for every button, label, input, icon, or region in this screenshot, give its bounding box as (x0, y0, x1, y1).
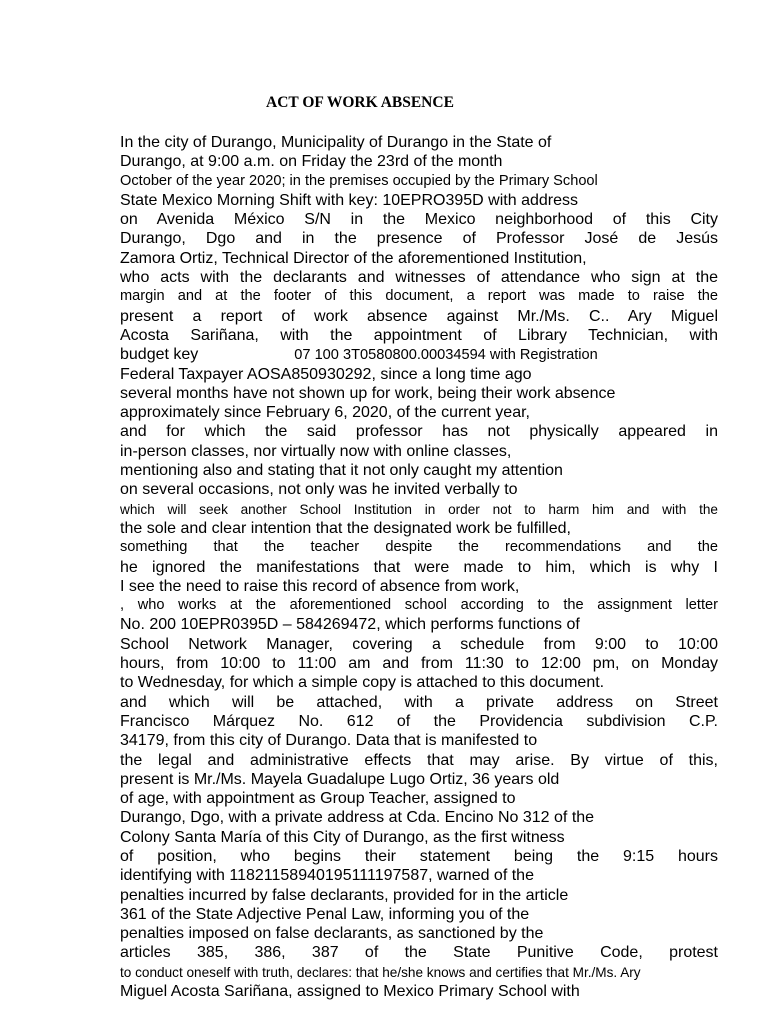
body-line: mentioning also and stating that it not only caught my attention (120, 462, 563, 480)
body-line: Durango, Dgo and in the presence of Professor José de Jesús (120, 230, 718, 248)
body-line: present a report of work absence against Mr./Ms. C.. Ary Miguel (120, 307, 718, 325)
body-line: which will seek another School Institution in order not to harm him and with the (120, 501, 718, 517)
body-line: margin and at the footer of this document, a report was made to raise the (120, 288, 718, 305)
body-line-budget-key (120, 345, 718, 364)
body-line: School Network Manager, covering a schedule from 9:00 to 10:00 (120, 635, 718, 653)
body-line: hours, from 10:00 to 11:00 am and from 11:30 to 12:00 pm, on Monday (120, 655, 718, 673)
body-line: he ignored the manifestations that were made to him, which is why I (120, 558, 718, 576)
budget-key-value: 07 100 3T0580800.00034594 with Registration (294, 347, 598, 364)
body-line: 34179, from this city of Durango. Data that is manifested to (120, 732, 538, 750)
body-line: on Avenida México S/N in the Mexico neighborhood of this City (120, 211, 718, 229)
body-line: , who works at the aforementioned school according to the assignment letter (120, 597, 718, 614)
body-line: on several occasions, not only was he invited verbally to (120, 481, 518, 499)
body-line: Acosta Sariñana, with the appointment of Library Technician, with (120, 326, 718, 344)
body-line: No. 200 10EPR0395D – 584269472, which performs functions of (120, 616, 580, 634)
body-line: approximately since February 6, 2020, of the current year, (120, 404, 530, 422)
document-title: ACT OF WORK ABSENCE (266, 94, 454, 111)
body-line: to conduct oneself with truth, declares: that he/she knows and certifies that Mr./Ms. Ary (120, 964, 641, 980)
body-line: Colony Santa María of this City of Durango, as the first witness (120, 828, 565, 846)
budget-key-label: budget key (120, 346, 199, 364)
body-line: Federal Taxpayer AOSA850930292, since a long time ago (120, 365, 532, 383)
body-line: the legal and administrative effects that may arise. By virtue of this, (120, 751, 718, 769)
body-line: in-person classes, nor virtually now with online classes, (120, 442, 512, 460)
body-line: to Wednesday, for which a simple copy is attached to this document. (120, 674, 605, 692)
body-line: 361 of the State Adjective Penal Law, informing you of the (120, 905, 530, 923)
body-line: penalties imposed on false declarants, as sanctioned by the (120, 925, 544, 943)
body-line: October of the year 2020; in the premises occupied by the Primary School (120, 172, 598, 189)
body-line: something that the teacher despite the recommendations and the (120, 539, 718, 556)
body-line: and for which the said professor has not physically appeared in (120, 423, 718, 441)
body-line: I see the need to raise this record of absence from work, (120, 577, 520, 595)
body-line: Francisco Márquez No. 612 of the Providencia subdivision C.P. (120, 712, 718, 730)
body-line: articles 385, 386, 387 of the State Punitive Code, protest (120, 944, 718, 962)
body-line: the sole and clear intention that the designated work be fulfilled, (120, 519, 571, 537)
body-line: identifying with 11821158940195111197587, warned of the (120, 867, 534, 885)
body-line: and which will be attached, with a private address on Street (120, 693, 718, 711)
body-line: In the city of Durango, Municipality of Durango in the State of (120, 134, 552, 151)
document-body (120, 133, 718, 1001)
body-line: Zamora Ortiz, Technical Director of the aforementioned Institution, (120, 249, 587, 267)
body-line: Durango, Dgo, with a private address at Cda. Encino No 312 of the (120, 809, 595, 827)
body-line: several months have not shown up for work, being their work absence (120, 384, 616, 402)
body-line: State Mexico Morning Shift with key: 10EPRO395D with address (120, 191, 578, 209)
body-line: of age, with appointment as Group Teacher, assigned to (120, 790, 516, 808)
body-line: of position, who begins their statement being the 9:15 hours (120, 847, 718, 865)
body-line: penalties incurred by false declarants, provided for in the article (120, 886, 569, 904)
body-line: Miguel Acosta Sariñana, assigned to Mexico Primary School with (120, 983, 580, 1001)
body-line: who acts with the declarants and witnesses of attendance who sign at the (120, 269, 718, 287)
body-line: present is Mr./Ms. Mayela Guadalupe Lugo Ortiz, 36 years old (120, 770, 560, 788)
body-line: Durango, at 9:00 a.m. on Friday the 23rd of the month (120, 153, 503, 171)
